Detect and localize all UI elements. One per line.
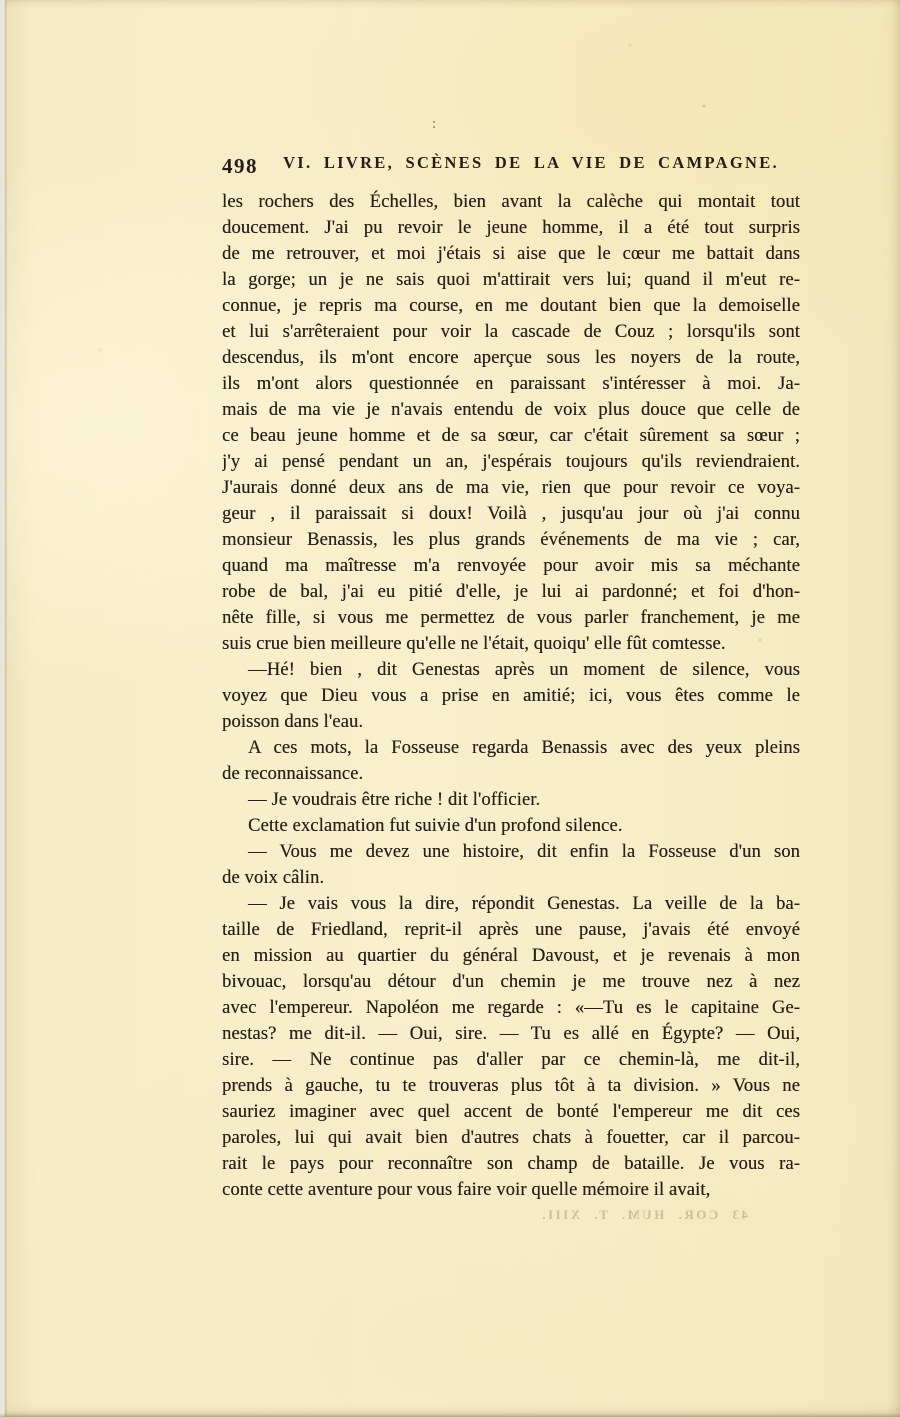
text-line: nestas? me dit-il. — Oui, sire. — Tu es allé en Égypte? — Oui, [222,1023,800,1044]
text-line: ce beau jeune homme et de sa sœur, car c'était sûrement sa sœur ; [222,425,800,446]
running-header [222,153,800,178]
text-line: paroles, lui qui avait bien d'autres chats à fouetter, car il parcou- [222,1127,800,1148]
text-line: Cette exclamation fut suivie d'un profond silence. [248,815,623,836]
text-line: sire. — Ne continue pas d'aller par ce chemin-là, me dit-il, [222,1049,800,1070]
text-line: bivouac, lorsqu'au détour d'un chemin je me trouve nez à nez [222,971,800,992]
text-line: J'aurais donné deux ans de ma vie, rien que pour revoir ce voya- [222,477,800,498]
text-line: nête fille, si vous me permettez de vous parler franchement, je me [222,607,800,628]
text-line: doucement. J'ai pu revoir le jeune homme, il a été tout surpris [222,217,800,238]
text-line: — Je vais vous la dire, répondit Genestas. La veille de la ba- [248,893,800,914]
text-line: mais de ma vie je n'avais entendu de voix plus douce que celle de [222,399,800,420]
text-line: en mission au quartier du général Davoust, et je revenais à mon [222,945,800,966]
text-line: poisson dans l'eau. [222,711,364,732]
text-line: monsieur Benassis, les plus grands événements de ma vie ; car, [222,529,800,550]
text-line: ils m'ont alors questionnée en paraissant s'intéresser à moi. Ja- [222,373,800,394]
text-line: voyez que Dieu vous a prise en amitié; ici, vous êtes comme le [222,685,800,706]
page-number: 498 [222,154,258,178]
text-line: de me retrouver, et moi j'étais si aise que le cœur me battait dans [222,243,800,264]
text-line: taille de Friedland, reprit-il après une pause, j'avais été envoyé [222,919,800,940]
text-line: j'y ai pensé pendant un an, j'espérais toujours qu'ils reviendraient. [222,451,800,472]
text-line: —Hé! bien , dit Genestas après un moment de silence, vous [248,659,800,680]
text-line: geur , il paraissait si doux! Voilà , jusqu'au jour où j'ai connu [222,503,800,524]
text-line: — Vous me devez une histoire, dit enfin la Fosseuse d'un son [248,841,800,862]
text-line: descendus, ils m'ont encore aperçue sous les noyers de la route, [222,347,800,368]
text-line: — Je voudrais être riche ! dit l'officier. [248,789,541,810]
text-line: de voix câlin. [222,867,325,888]
text-line: quand ma maîtresse m'a renvoyée pour avoir mis sa méchante [222,555,800,576]
page-body [222,189,800,1203]
text-line: conte cette aventure pour vous faire voir quelle mémoire il avait, [222,1179,711,1200]
text-line: prends à gauche, tu te trouveras plus tôt à ta division. » Vous ne [222,1075,800,1096]
text-line: robe de bal, j'ai eu pitié d'elle, je lui ai pardonné; et foi d'hon- [222,581,800,602]
text-line: de reconnaissance. [222,763,364,784]
text-line: suis crue bien meilleure qu'elle ne l'était, quoiqu' elle fût comtesse. [222,633,726,654]
print-artifact-mark: : [432,116,437,132]
text-line: avec l'empereur. Napoléon me regarde : «—Tu es le capitaine Ge- [222,997,800,1018]
running-header-title: VI. LIVRE, SCÈNES DE LA VIE DE CAMPAGNE. [283,153,779,172]
text-line: sauriez imaginer avec quel accent de bonté l'empereur me dit ces [222,1101,800,1122]
scan-bottom-edge [0,1413,900,1417]
text-line: connue, je repris ma course, en me doutant bien que la demoiselle [222,295,800,316]
text-line: A ces mots, la Fosseuse regarda Benassis avec des yeux pleins [248,737,800,758]
text-line: et lui s'arrêteraient pour voir la cascade de Couz ; lorsqu'ils sont [222,321,800,342]
show-through-ghost-text: 43 COR. HUM. T. XIII. [539,1207,748,1222]
text-line: rait le pays pour reconnaître son champ de bataille. Je vous ra- [222,1153,800,1174]
text-line: la gorge; un je ne sais quoi m'attirait vers lui; quand il m'eut re- [222,269,800,290]
scan-left-edge [0,0,7,1417]
text-line: les rochers des Échelles, bien avant la calèche qui montait tout [222,191,800,212]
